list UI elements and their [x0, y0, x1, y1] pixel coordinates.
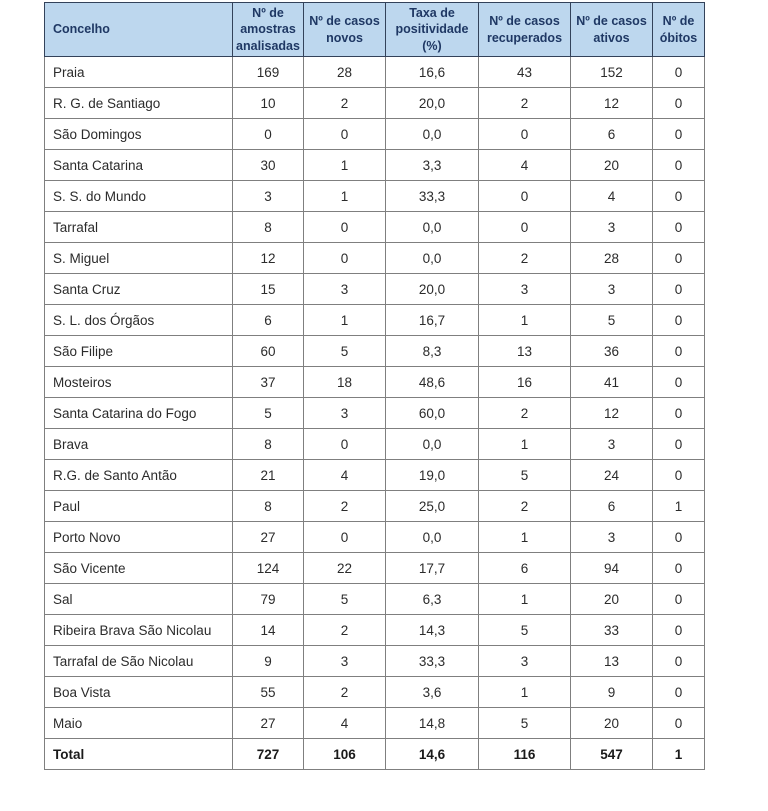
cell-value: 8 [233, 429, 304, 460]
cell-value: 5 [479, 460, 571, 491]
cell-value: 6 [233, 305, 304, 336]
cell-value: 43 [479, 57, 571, 88]
table-row [45, 88, 705, 119]
cell-value: 18 [304, 367, 386, 398]
cell-concelho: R.G. de Santo Antão [45, 460, 233, 491]
table-row [45, 553, 705, 584]
cell-value: 2 [479, 243, 571, 274]
table-row [45, 398, 705, 429]
cell-value: 0 [304, 522, 386, 553]
table-row [45, 646, 705, 677]
cell-value: 20 [571, 150, 653, 181]
table-row [45, 677, 705, 708]
cell-concelho: R. G. de Santiago [45, 88, 233, 119]
cell-value: 5 [479, 615, 571, 646]
cell-value: 4 [571, 181, 653, 212]
cell-concelho: Maio [45, 708, 233, 739]
cell-value: 0 [653, 708, 705, 739]
cell-value: 727 [233, 739, 304, 770]
cell-value: 0 [653, 398, 705, 429]
cell-value: 55 [233, 677, 304, 708]
cell-value: 0,0 [386, 243, 479, 274]
cell-value: 152 [571, 57, 653, 88]
cell-value: 4 [304, 460, 386, 491]
table-row [45, 119, 705, 150]
cell-value: 2 [304, 615, 386, 646]
cell-value: 0 [653, 522, 705, 553]
cell-value: 5 [304, 336, 386, 367]
cell-concelho: Praia [45, 57, 233, 88]
cell-value: 0 [653, 646, 705, 677]
cell-value: 3 [571, 522, 653, 553]
cell-value: 3 [304, 274, 386, 305]
cell-value: 2 [304, 88, 386, 119]
cell-value: 30 [233, 150, 304, 181]
cell-value: 79 [233, 584, 304, 615]
table-row [45, 522, 705, 553]
cell-concelho: São Domingos [45, 119, 233, 150]
cell-value: 0 [653, 57, 705, 88]
table-header [45, 3, 705, 57]
cell-value: 106 [304, 739, 386, 770]
cell-value: 16 [479, 367, 571, 398]
covid-concelho-table [44, 2, 705, 770]
cell-value: 6 [571, 491, 653, 522]
table-row [45, 491, 705, 522]
cell-value: 5 [479, 708, 571, 739]
cell-value: 60,0 [386, 398, 479, 429]
cell-value: 33,3 [386, 646, 479, 677]
cell-value: 13 [479, 336, 571, 367]
cell-value: 0 [304, 212, 386, 243]
cell-concelho: S. S. do Mundo [45, 181, 233, 212]
cell-value: 1 [479, 429, 571, 460]
cell-value: 22 [304, 553, 386, 584]
cell-value: 6 [479, 553, 571, 584]
cell-value: 547 [571, 739, 653, 770]
cell-value: 8,3 [386, 336, 479, 367]
cell-concelho: Ribeira Brava São Nicolau [45, 615, 233, 646]
cell-value: 1 [479, 522, 571, 553]
table-row [45, 305, 705, 336]
cell-concelho: Mosteiros [45, 367, 233, 398]
cell-value: 3,6 [386, 677, 479, 708]
cell-concelho: Tarrafal [45, 212, 233, 243]
table-row [45, 615, 705, 646]
table-body [45, 57, 705, 770]
cell-value: 0 [653, 181, 705, 212]
cell-value: 33,3 [386, 181, 479, 212]
cell-value: 3 [479, 646, 571, 677]
cell-value: 0 [653, 305, 705, 336]
cell-value: 0 [653, 460, 705, 491]
cell-concelho: São Filipe [45, 336, 233, 367]
cell-value: 0,0 [386, 522, 479, 553]
cell-value: 0 [304, 243, 386, 274]
cell-value: 28 [571, 243, 653, 274]
cell-concelho: São Vicente [45, 553, 233, 584]
cell-value: 0 [653, 212, 705, 243]
cell-value: 0 [653, 150, 705, 181]
table-row [45, 460, 705, 491]
table-row [45, 708, 705, 739]
cell-concelho: Boa Vista [45, 677, 233, 708]
column-header-amostras: Nº de amostras analisadas [233, 3, 304, 57]
table-row [45, 274, 705, 305]
cell-value: 14,3 [386, 615, 479, 646]
cell-value: 0,0 [386, 119, 479, 150]
cell-value: 37 [233, 367, 304, 398]
cell-concelho: S. L. dos Órgãos [45, 305, 233, 336]
cell-value: 20 [571, 708, 653, 739]
column-header-taxa-positividade: Taxa de positividade (%) [386, 3, 479, 57]
cell-value: 27 [233, 522, 304, 553]
cell-value: 8 [233, 491, 304, 522]
column-header-obitos: Nº de óbitos [653, 3, 705, 57]
table-row [45, 336, 705, 367]
cell-value: 13 [571, 646, 653, 677]
cell-concelho: Santa Cruz [45, 274, 233, 305]
cell-value: 2 [304, 677, 386, 708]
cell-value: 27 [233, 708, 304, 739]
cell-concelho: Total [45, 739, 233, 770]
cell-value: 1 [479, 677, 571, 708]
cell-value: 3 [304, 646, 386, 677]
cell-value: 0 [653, 367, 705, 398]
cell-concelho: Santa Catarina [45, 150, 233, 181]
cell-value: 3 [571, 429, 653, 460]
cell-value: 0 [304, 429, 386, 460]
cell-value: 1 [479, 584, 571, 615]
cell-value: 0 [653, 274, 705, 305]
cell-value: 0 [233, 119, 304, 150]
cell-value: 2 [479, 398, 571, 429]
cell-value: 8 [233, 212, 304, 243]
column-header-casos-novos: Nº de casos novos [304, 3, 386, 57]
cell-value: 0 [479, 119, 571, 150]
cell-value: 36 [571, 336, 653, 367]
cell-value: 94 [571, 553, 653, 584]
cell-value: 5 [304, 584, 386, 615]
cell-value: 20,0 [386, 88, 479, 119]
cell-value: 0 [653, 553, 705, 584]
cell-value: 25,0 [386, 491, 479, 522]
cell-value: 20,0 [386, 274, 479, 305]
cell-value: 1 [304, 305, 386, 336]
cell-value: 5 [233, 398, 304, 429]
cell-value: 4 [304, 708, 386, 739]
cell-concelho: Tarrafal de São Nicolau [45, 646, 233, 677]
cell-value: 33 [571, 615, 653, 646]
cell-value: 1 [304, 150, 386, 181]
cell-value: 16,7 [386, 305, 479, 336]
cell-concelho: Sal [45, 584, 233, 615]
column-header-recuperados: Nº de casos recuperados [479, 3, 571, 57]
cell-value: 60 [233, 336, 304, 367]
cell-value: 0 [653, 615, 705, 646]
cell-value: 1 [304, 181, 386, 212]
table-row [45, 367, 705, 398]
total-row [45, 739, 705, 770]
cell-value: 0,0 [386, 212, 479, 243]
cell-value: 3 [571, 274, 653, 305]
cell-value: 12 [571, 398, 653, 429]
cell-value: 14,8 [386, 708, 479, 739]
cell-value: 0 [304, 119, 386, 150]
cell-value: 16,6 [386, 57, 479, 88]
cell-value: 6,3 [386, 584, 479, 615]
cell-value: 1 [653, 739, 705, 770]
cell-value: 20 [571, 584, 653, 615]
cell-value: 0 [653, 119, 705, 150]
cell-concelho: Brava [45, 429, 233, 460]
cell-value: 0,0 [386, 429, 479, 460]
cell-concelho: Paul [45, 491, 233, 522]
column-header-concelho: Concelho [45, 3, 233, 57]
cell-value: 28 [304, 57, 386, 88]
table-row [45, 584, 705, 615]
cell-value: 2 [479, 88, 571, 119]
cell-value: 0 [653, 677, 705, 708]
cell-value: 3 [304, 398, 386, 429]
cell-value: 9 [233, 646, 304, 677]
cell-value: 14 [233, 615, 304, 646]
cell-value: 3 [479, 274, 571, 305]
cell-value: 10 [233, 88, 304, 119]
cell-value: 6 [571, 119, 653, 150]
cell-value: 12 [233, 243, 304, 274]
cell-value: 9 [571, 677, 653, 708]
cell-concelho: Santa Catarina do Fogo [45, 398, 233, 429]
cell-value: 0 [479, 181, 571, 212]
table-row [45, 57, 705, 88]
table-row [45, 181, 705, 212]
table-row [45, 150, 705, 181]
cell-value: 19,0 [386, 460, 479, 491]
cell-value: 15 [233, 274, 304, 305]
cell-value: 2 [479, 491, 571, 522]
cell-value: 0 [653, 243, 705, 274]
cell-concelho: S. Miguel [45, 243, 233, 274]
cell-value: 24 [571, 460, 653, 491]
cell-value: 0 [653, 429, 705, 460]
cell-value: 116 [479, 739, 571, 770]
cell-value: 1 [479, 305, 571, 336]
cell-value: 14,6 [386, 739, 479, 770]
cell-value: 21 [233, 460, 304, 491]
column-header-ativos: Nº de casos ativos [571, 3, 653, 57]
table-row [45, 429, 705, 460]
cell-value: 0 [653, 88, 705, 119]
cell-value: 3 [571, 212, 653, 243]
cell-value: 3 [233, 181, 304, 212]
table-row [45, 243, 705, 274]
cell-value: 0 [653, 336, 705, 367]
cell-value: 41 [571, 367, 653, 398]
cell-value: 124 [233, 553, 304, 584]
cell-value: 17,7 [386, 553, 479, 584]
cell-concelho: Porto Novo [45, 522, 233, 553]
cell-value: 4 [479, 150, 571, 181]
cell-value: 169 [233, 57, 304, 88]
cell-value: 1 [653, 491, 705, 522]
cell-value: 12 [571, 88, 653, 119]
cell-value: 5 [571, 305, 653, 336]
cell-value: 0 [653, 584, 705, 615]
header-row [45, 3, 705, 57]
cell-value: 48,6 [386, 367, 479, 398]
cell-value: 2 [304, 491, 386, 522]
table-row [45, 212, 705, 243]
cell-value: 0 [479, 212, 571, 243]
cell-value: 3,3 [386, 150, 479, 181]
